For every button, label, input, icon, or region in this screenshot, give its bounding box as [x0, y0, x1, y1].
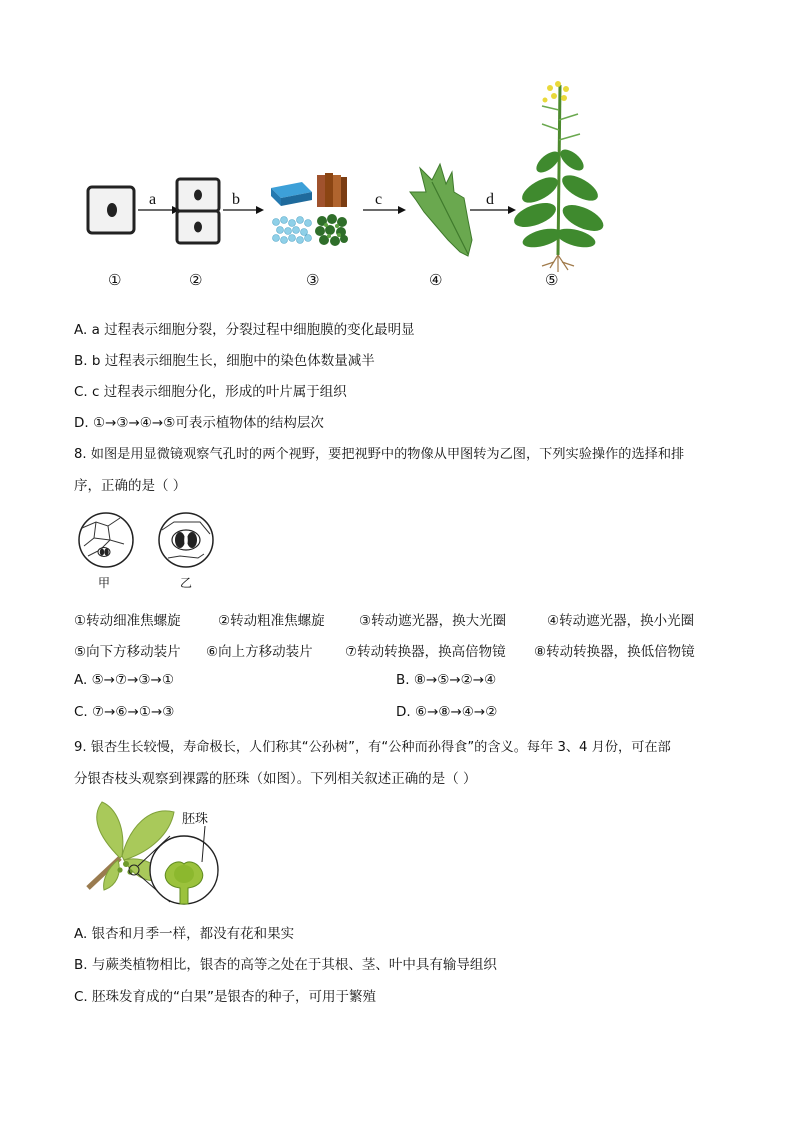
q7-option-d: D. ①→③→④→⑤可表示植物体的结构层次	[74, 415, 324, 431]
view-jia	[79, 513, 133, 567]
plant-image	[511, 81, 607, 272]
single-cell-image	[88, 187, 134, 233]
structure-diagram	[80, 80, 610, 290]
q9-choice-a: A. 银杏和月季一样，都没有花和果实	[74, 926, 295, 942]
q8-stem-line2: 序，正确的是（ ）	[74, 478, 187, 494]
q8-choice-b: B. ⑧→⑤→②→④	[396, 672, 497, 688]
microscope-views	[74, 510, 224, 590]
leaf-image	[410, 164, 472, 256]
tissues-image	[271, 173, 348, 246]
two-cells-image	[177, 179, 219, 243]
label-ovule: 胚珠	[182, 812, 209, 827]
stage-label-5: ⑤	[545, 271, 559, 289]
arrow-label-c: c	[375, 191, 383, 208]
arrow-label-b: b	[232, 191, 240, 208]
q8-choice-c: C. ⑦→⑥→①→③	[74, 704, 175, 720]
q8-op-2: ②转动粗准焦螺旋	[218, 613, 325, 629]
q7-option-a: A. a 过程表示细胞分裂，分裂过程中细胞膜的变化最明显	[74, 322, 415, 338]
q7-option-b: B. b 过程表示细胞生长，细胞中的染色体数量减半	[74, 353, 375, 369]
q8-op-7: ⑦转动转换器，换高倍物镜	[345, 644, 506, 660]
q8-op-1: ①转动细准焦螺旋	[74, 613, 181, 629]
q8-op-8: ⑧转动转换器，换低倍物镜	[534, 644, 695, 660]
q8-choice-d: D. ⑥→⑧→④→②	[396, 704, 498, 720]
view-yi	[159, 513, 213, 567]
q9-choice-c: C. 胚珠发育成的“白果”是银杏的种子，可用于繁殖	[74, 989, 376, 1005]
q8-figure	[74, 510, 224, 590]
q8-op-6: ⑥向上方移动装片	[206, 644, 313, 660]
q9-stem-line2: 分银杏枝头观察到裸露的胚珠（如图）。下列相关叙述正确的是（ ）	[74, 771, 477, 787]
q7-option-c: C. c 过程表示细胞分化，形成的叶片属于组织	[74, 384, 347, 400]
label-yi: 乙	[180, 576, 193, 590]
figure-plant-structure	[80, 80, 610, 290]
label-jia: 甲	[98, 576, 111, 590]
q8-stem-line1: 8. 如图是用显微镜观察气孔时的两个视野，要把视野中的物像从甲图转为乙图，下列实验操作的选择和排	[74, 447, 685, 462]
arrow-label-d: d	[486, 191, 494, 208]
q8-choice-a: A. ⑤→⑦→③→①	[74, 672, 174, 688]
stage-label-1: ①	[108, 271, 122, 289]
q9-stem-line1: 9. 银杏生长较慢，寿命极长，人们称其“公孙树”，有“公种而孙得食”的含义。每年 3、4 月份，可在部	[74, 740, 671, 755]
arrow-label-a: a	[149, 191, 157, 208]
stage-label-3: ③	[306, 271, 320, 289]
q8-op-4: ④转动遮光器，换小光圈	[547, 613, 695, 629]
stage-label-4: ④	[429, 271, 443, 289]
stage-label-2: ②	[189, 271, 203, 289]
q9-choice-b: B. 与蕨类植物相比，银杏的高等之处在于其根、茎、叶中具有输导组织	[74, 957, 497, 973]
q8-op-5: ⑤向下方移动装片	[74, 644, 181, 660]
q8-op-3: ③转动遮光器，换大光圈	[359, 613, 507, 629]
